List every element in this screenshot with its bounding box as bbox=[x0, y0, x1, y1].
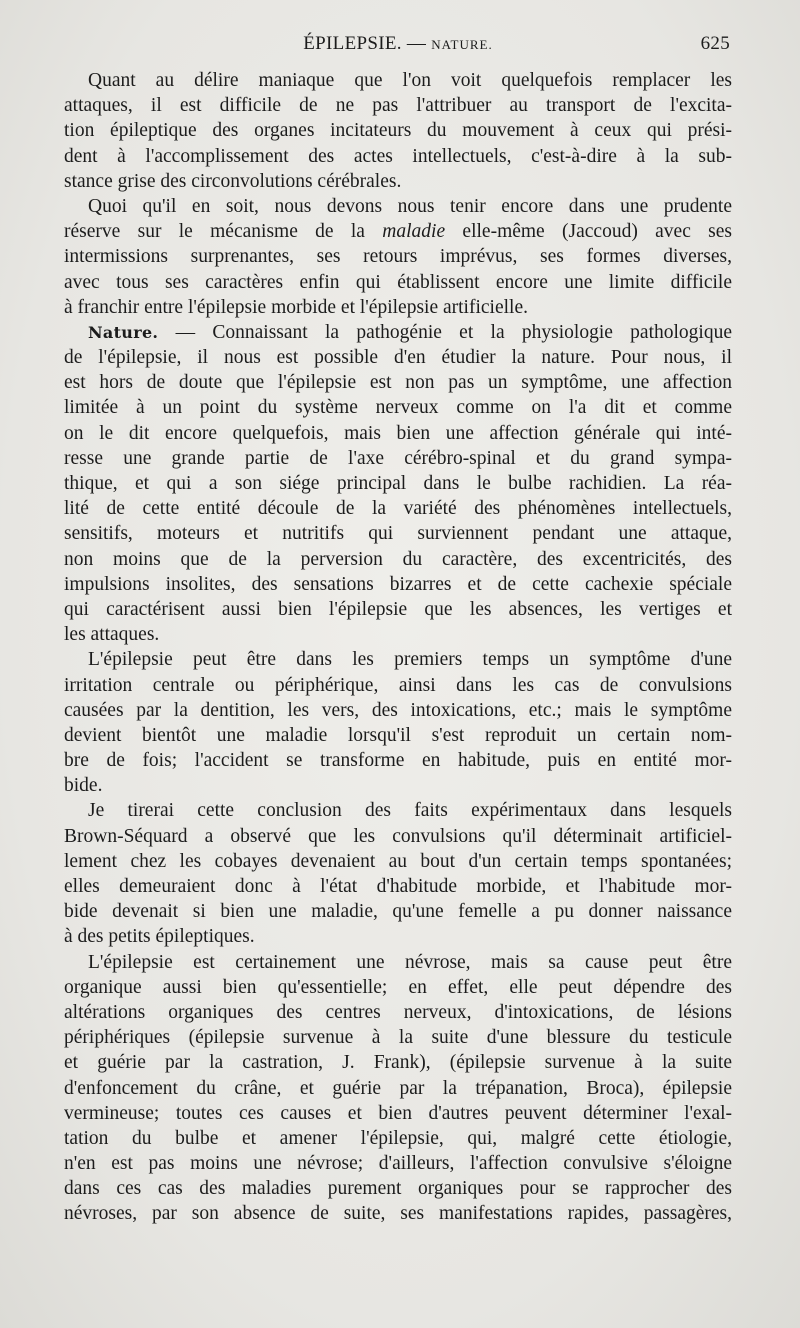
body-text bbox=[64, 68, 732, 1227]
text-line: lité de cette entité découle de la variété des phénomènes intellectuels, bbox=[64, 498, 732, 520]
section-heading: Nature. bbox=[88, 322, 159, 342]
text-line: elles demeuraient donc à l'état d'habitude morbide, et l'habitude mor- bbox=[64, 876, 732, 897]
text-line: qui caractérisent aussi bien l'épilepsie que les absences, les vertiges et bbox=[64, 598, 732, 620]
text-line: à des petits épileptiques. bbox=[64, 926, 255, 948]
text-fragment: réserve sur le mécanisme de la bbox=[64, 221, 383, 243]
text-line: névroses, par son absence de suite, ses manifestations rapides, passagères, bbox=[64, 1203, 732, 1225]
paragraph bbox=[64, 68, 732, 194]
paragraph bbox=[64, 798, 732, 949]
text-line: organique aussi bien qu'essentielle; en effet, elle peut dépendre des bbox=[64, 976, 732, 998]
text-line: n'en est pas moins une névrose; d'ailleurs, l'affection convulsive s'éloigne bbox=[64, 1153, 732, 1175]
text-line: intermissions surprenantes, ses retours imprévus, ses formes diverses, bbox=[64, 246, 732, 268]
text-line: d'enfoncement du crâne, et guérie par la trépanation, Broca), épilepsie bbox=[64, 1077, 732, 1099]
text-line: dans ces cas des maladies purement organiques pour se rapprocher des bbox=[64, 1178, 732, 1200]
text-line: est hors de doute que l'épilepsie est non pas un symptôme, une affection bbox=[64, 372, 732, 394]
text-line: vermineuse; toutes ces causes et bien d'autres peuvent déterminer l'exal- bbox=[64, 1102, 732, 1124]
text-line: et guérie par la castration, J. Frank), (épilepsie survenue à la suite bbox=[64, 1052, 732, 1074]
paragraph bbox=[64, 950, 732, 1227]
text-fragment: elle-même (Jaccoud) avec ses bbox=[445, 221, 732, 243]
text-line bbox=[64, 219, 732, 244]
text-line: lement chez les cobayes devenaient au bout d'un certain temps spontanées; bbox=[64, 850, 732, 872]
text-line: limitée à un point du système nerveux comme on l'a dit et comme bbox=[64, 397, 732, 419]
text-line: devient bientôt une maladie lorsqu'il s'est reproduit un certain nom- bbox=[64, 724, 732, 746]
text-line: dent à l'accomplissement des actes intellectuels, c'est-à-dire à la sub- bbox=[64, 145, 732, 167]
header-title bbox=[64, 33, 732, 55]
paragraph bbox=[64, 647, 732, 798]
text-line: les attaques. bbox=[64, 624, 160, 646]
text-line: Je tirerai cette conclusion des faits expérimentaux dans lesquels bbox=[88, 800, 732, 822]
text-line: à franchir entre l'épilepsie morbide et l'épilepsie artificielle. bbox=[64, 296, 528, 318]
text-line: altérations organiques des centres nerveux, d'intoxications, de lésions bbox=[64, 1001, 732, 1023]
text-line: Quoi qu'il en soit, nous devons nous tenir encore dans une prudente bbox=[88, 195, 732, 217]
text-line: irritation centrale ou périphérique, ainsi dans les cas de convulsions bbox=[64, 674, 732, 696]
text-line: tion épileptique des organes incitateurs du mouvement à ceux qui prési- bbox=[64, 120, 732, 142]
text-line: stance grise des circonvolutions cérébrales. bbox=[64, 170, 402, 192]
header-title-main: ÉPILEPSIE. — bbox=[303, 33, 432, 54]
header-title-sub: NATURE. bbox=[431, 37, 493, 52]
italic-term: maladie bbox=[382, 221, 446, 243]
text-line: périphériques (épilepsie survenue à la suite d'une blessure du testicule bbox=[64, 1027, 732, 1049]
text-line: on le dit encore quelquefois, mais bien une affection générale qui inté- bbox=[64, 422, 732, 444]
text-line: thique, et qui a son siége principal dans le bulbe rachidien. La réa- bbox=[64, 473, 732, 494]
paragraph bbox=[64, 194, 732, 320]
text-line: resse une grande partie de l'axe cérébro-spinal et du grand sympa- bbox=[64, 447, 732, 469]
text-line: sensitifs, moteurs et nutritifs qui surviennent pendant une attaque, bbox=[64, 523, 732, 545]
text-line: impulsions insolites, des sensations bizarres et de cette cachexie spéciale bbox=[64, 573, 732, 595]
text-line: Quant au délire maniaque que l'on voit quelquefois remplacer les bbox=[88, 70, 732, 91]
page-number: 625 bbox=[700, 33, 730, 54]
text-line: non moins que de la perversion du caractère, des excentricités, des bbox=[64, 548, 732, 570]
paragraph bbox=[64, 320, 732, 647]
text-line: bide. bbox=[64, 775, 103, 797]
text-line: tation du bulbe et amener l'épilepsie, qui, malgré cette étiologie, bbox=[64, 1127, 732, 1149]
text-line: L'épilepsie est certainement une névrose, mais sa cause peut être bbox=[88, 951, 732, 973]
text-fragment: — Connaissant la pathogénie et la physiologie pathologique bbox=[158, 321, 732, 343]
text-line: bide devenait si bien une maladie, qu'une femelle a pu donner naissance bbox=[64, 901, 732, 923]
running-header bbox=[64, 33, 732, 57]
text-line: bre de fois; l'accident se transforme en habitude, puis en entité mor- bbox=[64, 750, 732, 772]
text-line: L'épilepsie peut être dans les premiers temps un symptôme d'une bbox=[88, 649, 732, 671]
text-line bbox=[64, 320, 732, 345]
text-line: causées par la dentition, les vers, des intoxications, etc.; mais le symptôme bbox=[64, 699, 732, 721]
text-line: Brown-Séquard a observé que les convulsions qu'il déterminait artificiel- bbox=[64, 825, 732, 847]
text-line: attaques, il est difficile de ne pas l'attribuer au transport de l'excita- bbox=[64, 95, 732, 117]
text-line: de l'épilepsie, il nous est possible d'en étudier la nature. Pour nous, il bbox=[64, 347, 732, 369]
text-line: avec tous ses caractères enfin qui établissent encore une limite difficile bbox=[64, 271, 732, 293]
